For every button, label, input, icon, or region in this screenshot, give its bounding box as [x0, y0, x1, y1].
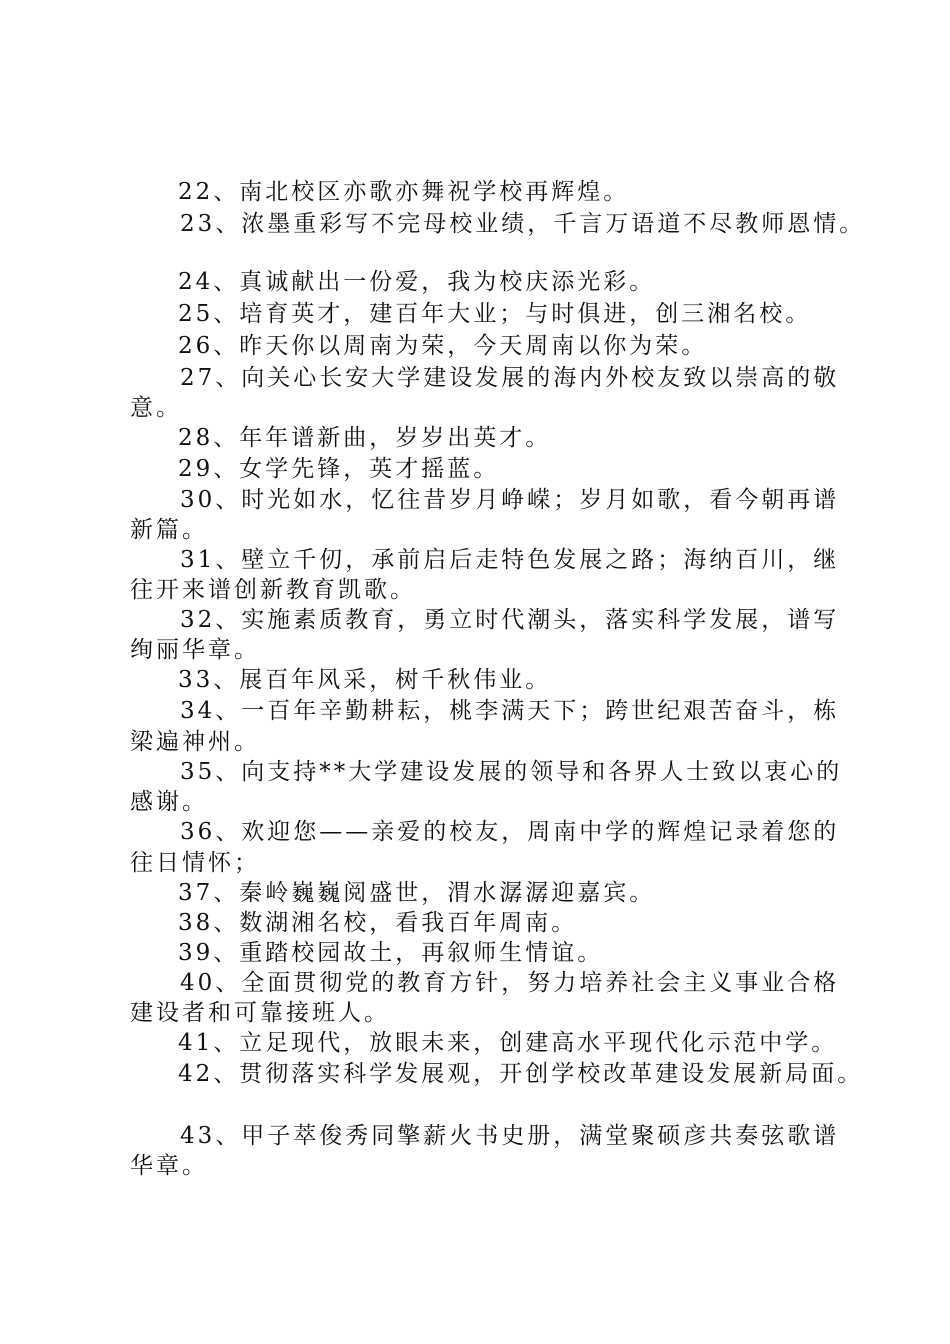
slogan-32: 32、实施素质教育，勇立时代潮头，落实科学发展，谱写 — [180, 607, 840, 633]
slogan-36-continued: 往日情怀； — [130, 850, 260, 876]
slogan-39: 39、重踏校园故土，再叙师生情谊。 — [178, 940, 604, 966]
slogan-38: 38、数湖湘名校，看我百年周南。 — [178, 910, 578, 936]
slogan-24: 24、真诚献出一份爱，我为校庆添光彩。 — [178, 269, 656, 295]
slogan-28: 28、年年谱新曲，岁岁出英才。 — [178, 425, 552, 451]
slogan-34-continued: 梁遍神州。 — [130, 729, 260, 755]
slogan-22: 22、南北校区亦歌亦舞祝学校再辉煌。 — [178, 179, 630, 205]
slogan-33: 33、展百年风采，树千秋伟业。 — [178, 667, 552, 693]
slogan-30-continued: 新篇。 — [130, 517, 208, 543]
slogan-41: 41、立足现代，放眼未来，创建高水平现代化示范中学。 — [178, 1030, 838, 1056]
slogan-35-continued: 感谢。 — [130, 789, 208, 815]
slogan-26: 26、昨天你以周南为荣，今天周南以你为荣。 — [178, 333, 708, 359]
slogan-25: 25、培育英才，建百年大业；与时俱进，创三湘名校。 — [178, 301, 812, 327]
slogan-29: 29、女学先锋，英才摇蓝。 — [178, 456, 500, 482]
slogan-31-continued: 往开来谱创新教育凯歌。 — [130, 577, 416, 603]
slogan-30: 30、时光如水，忆往昔岁月峥嵘；岁月如歌，看今朝再谱 — [180, 487, 840, 513]
slogan-27: 27、向关心长安大学建设发展的海内外校友致以崇高的敬 — [180, 365, 840, 391]
slogan-40: 40、全面贯彻党的教育方针，努力培养社会主义事业合格 — [180, 970, 840, 996]
slogan-27-continued: 意。 — [130, 395, 182, 421]
slogan-37: 37、秦岭巍巍阅盛世，渭水潺潺迎嘉宾。 — [178, 880, 656, 906]
slogan-23: 23、浓墨重彩写不完母校业绩，千言万语道不尽教师恩情。 — [180, 211, 866, 237]
slogan-32-continued: 绚丽华章。 — [130, 637, 260, 663]
slogan-40-continued: 建设者和可靠接班人。 — [130, 1000, 390, 1026]
slogan-43: 43、甲子萃俊秀同擎薪火书史册，满堂聚硕彦共奏弦歌谱 — [180, 1123, 840, 1149]
slogan-43-continued: 华章。 — [130, 1153, 208, 1179]
slogan-34: 34、一百年辛勤耕耘，桃李满天下；跨世纪艰苦奋斗，栋 — [180, 698, 840, 724]
slogan-31: 31、壁立千仞，承前启后走特色发展之路；海纳百川，继 — [180, 547, 840, 573]
slogan-35: 35、向支持**大学建设发展的领导和各界人士致以衷心的 — [180, 759, 843, 785]
slogan-42: 42、贯彻落实科学发展观，开创学校改革建设发展新局面。 — [178, 1061, 864, 1087]
slogan-36: 36、欢迎您——亲爱的校友，周南中学的辉煌记录着您的 — [180, 819, 840, 845]
